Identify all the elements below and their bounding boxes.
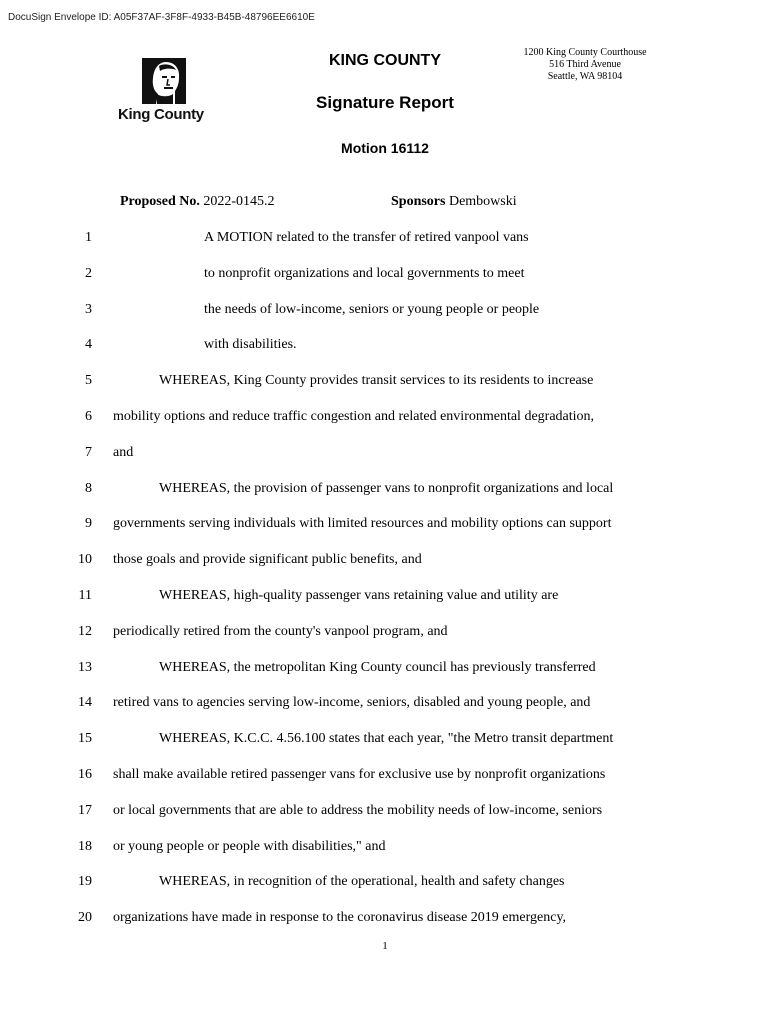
numbered-line: [0, 327, 770, 363]
line-text: A MOTION related to the transfer of retired vanpool vans: [204, 230, 529, 245]
mlk-portrait-icon: [142, 58, 186, 104]
sponsors: [391, 194, 517, 210]
line-text: WHEREAS, the metropolitan King County council has previously transferred: [159, 659, 596, 675]
line-text: or young people or people with disabilities," and: [113, 838, 386, 854]
line-number: 1: [85, 230, 92, 245]
numbered-line: [0, 721, 770, 757]
line-text: shall make available retired passenger vans for exclusive use by nonprofit organizations: [113, 766, 606, 782]
king-county-logo: [118, 58, 214, 128]
line-text: WHEREAS, high-quality passenger vans retaining value and utility are: [159, 587, 559, 603]
line-number: 4: [85, 337, 92, 353]
line-text: WHEREAS, in recognition of the operational, health and safety changes: [159, 874, 565, 890]
line-number: 17: [78, 802, 92, 818]
numbered-line: [0, 399, 770, 435]
line-number: 10: [78, 552, 92, 568]
numbered-line: [0, 578, 770, 614]
line-text: with disabilities.: [204, 337, 297, 353]
numbered-line: [0, 220, 770, 256]
address-line: 516 Third Avenue: [549, 59, 621, 70]
sponsors-value: Dembowski: [448, 194, 517, 209]
line-number: 8: [85, 480, 92, 496]
numbered-line: [0, 864, 770, 900]
numbered-line: [0, 471, 770, 507]
motion-number: Motion 16112: [341, 140, 429, 156]
line-text: periodically retired from the county's vanpool program, and: [113, 623, 448, 639]
line-number: 12: [78, 623, 92, 639]
numbered-line: [0, 542, 770, 578]
sponsors-label: Sponsors: [391, 194, 446, 209]
numbered-line: [0, 793, 770, 829]
line-number: 5: [85, 373, 92, 389]
numbered-line: [0, 757, 770, 793]
line-number: 6: [85, 408, 92, 424]
line-text: organizations have made in response to the coronavirus disease 2019 emergency,: [113, 910, 567, 926]
line-number: 19: [78, 874, 92, 890]
line-number: 18: [78, 838, 92, 854]
line-text: retired vans to agencies serving low-income, seniors, disabled and young people, and: [113, 695, 591, 711]
numbered-line: [0, 900, 770, 936]
numbered-line: [0, 650, 770, 686]
line-text: to nonprofit organizations and local governments to meet: [204, 265, 525, 281]
numbered-line: [0, 363, 770, 399]
line-text: WHEREAS, K.C.C. 4.56.100 states that each year, "the Metro transit department: [159, 731, 614, 747]
line-text: and: [113, 444, 134, 460]
line-number: 11: [78, 587, 92, 603]
line-text: the needs of low-income, seniors or young people or people: [204, 301, 540, 317]
line-text: those goals and provide significant public benefits, and: [113, 552, 422, 568]
logo-wordmark: King County: [118, 106, 204, 123]
numbered-line: [0, 435, 770, 471]
line-text: or local governments that are able to address the mobility needs of low-income, seniors: [113, 802, 603, 818]
line-number: 20: [78, 910, 92, 926]
numbered-line: [0, 829, 770, 865]
page-number: 1: [382, 940, 388, 952]
proposed-value: 2022-0145.2: [203, 194, 275, 209]
line-number: 15: [78, 731, 92, 747]
address-line: Seattle, WA 98104: [547, 71, 623, 82]
motion-body: [0, 220, 770, 936]
line-number: 13: [78, 659, 92, 675]
line-text: WHEREAS, King County provides transit services to its residents to increase: [159, 373, 594, 389]
numbered-line: [0, 292, 770, 328]
line-number: 3: [85, 301, 92, 317]
numbered-line: [0, 614, 770, 650]
proposed-number: [120, 194, 275, 210]
numbered-line: [0, 506, 770, 542]
line-text: mobility options and reduce traffic congestion and related environmental degradation,: [113, 408, 595, 424]
line-number: 2: [85, 265, 92, 281]
line-number: 14: [78, 695, 92, 711]
line-number: 16: [78, 766, 92, 782]
line-text: governments serving individuals with limited resources and mobility options can support: [113, 516, 612, 532]
county-name: KING COUNTY: [329, 52, 441, 69]
numbered-line: [0, 256, 770, 292]
line-text: WHEREAS, the provision of passenger vans to nonprofit organizations and local: [159, 480, 614, 496]
line-number: 7: [85, 444, 92, 460]
proposed-label: Proposed No.: [120, 194, 200, 209]
docusign-envelope-id: DocuSign Envelope ID: A05F37AF-3F8F-4933-B45B-48796EE6610E: [8, 12, 315, 23]
line-number: 9: [85, 516, 92, 532]
numbered-line: [0, 685, 770, 721]
county-address: [510, 47, 660, 83]
address-line: 1200 King County Courthouse: [523, 47, 647, 58]
report-title: Signature Report: [316, 93, 454, 112]
